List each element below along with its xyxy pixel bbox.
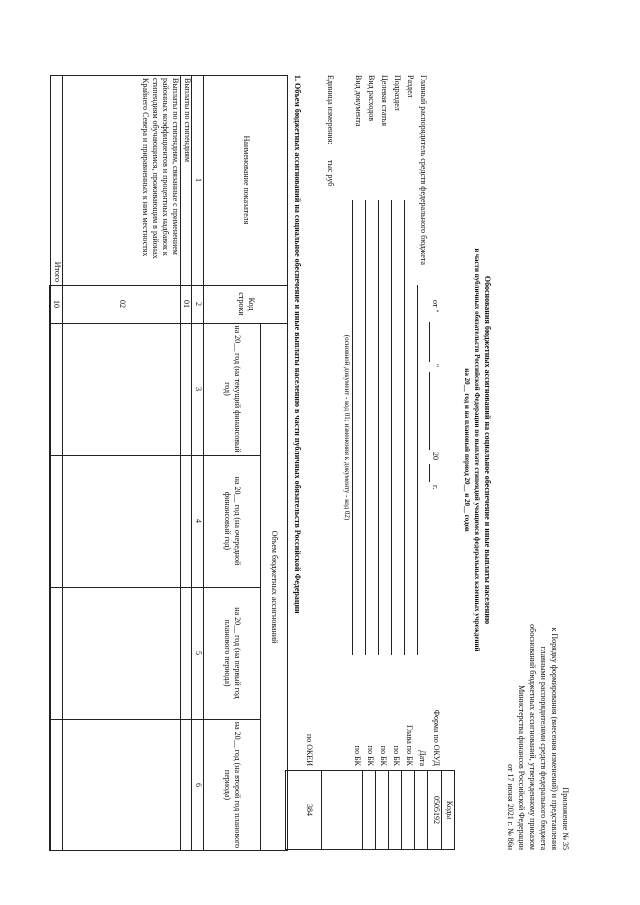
- total-label: Итого: [53, 261, 62, 282]
- row-code: 02: [118, 300, 127, 308]
- doc-type-label: Вид документа: [354, 75, 363, 127]
- appendix-line-3: главными распорядителями средств федерального бюджета: [539, 646, 548, 850]
- row-name-stipends-coefficients: Выплаты по стипендиям, связанные с применением районных коэффициентов и процентных надбавок к стипендиям обучающимся, проживающим в районах Крайнего Севера и приравненных к ним местностях: [141, 78, 180, 259]
- col-header-plan-year-1: на 20__ год (на первый год планового периода): [223, 607, 243, 699]
- col-header-next-year: на 20__ год (на очередной финансовый год): [223, 476, 243, 566]
- document-period: на 20__ год и на плановый период 20__ и 20__ годов: [463, 368, 471, 532]
- col-header-plan-year-2: на 20__ год (на второй год планового периода): [223, 721, 243, 849]
- appendix-line-2: к Порядку формирования (внесения изменений) и представления: [550, 627, 559, 850]
- chief-label: Главный распорядитель средств федерального бюджета: [419, 75, 428, 265]
- okud-value: 0505192: [432, 796, 441, 824]
- date-year: 20: [431, 452, 440, 460]
- doc-type-hint: (основной документ - код 01; изменения к документу - код 02): [343, 334, 351, 521]
- row-name-stipends: Выплаты по стипендиям: [183, 78, 192, 163]
- col-header-code: Код строки: [237, 292, 256, 316]
- okud-label: Форма по ОКУД: [432, 709, 441, 766]
- col-number: 4: [194, 519, 203, 523]
- appendix-line-4: обоснований бюджетных ассигнований, утвержденному приказом: [528, 624, 537, 850]
- col-number: 1: [194, 178, 203, 182]
- okei-label: по ОКЕИ: [305, 733, 314, 766]
- row-code: 01: [182, 300, 192, 308]
- appendix-date: от 17 июня 2021 г. № 86н: [506, 764, 515, 850]
- date-label: Дата: [418, 750, 427, 766]
- bk-expense-label: по БК: [353, 745, 362, 766]
- document-title: Обоснования бюджетных ассигнований на социальное обеспечение и иные выплаты населению: [483, 275, 492, 625]
- codes-header: Коды: [445, 800, 454, 820]
- unit-value: тыс руб: [326, 160, 335, 187]
- col-number: 2: [194, 302, 203, 306]
- date-quote: ": [431, 364, 440, 368]
- col-header-group: Объем бюджетных ассигнований: [270, 530, 280, 644]
- bk-subsection-label: по БК: [379, 745, 388, 766]
- appendix-number: Приложение № 35: [561, 787, 570, 850]
- bk-head-label: Глава по БК: [405, 725, 414, 766]
- col-number: 3: [194, 387, 203, 391]
- col-header-name: Наименование показателя: [242, 135, 251, 225]
- date-from: от ": [431, 300, 440, 313]
- date-suffix: г.: [431, 485, 440, 490]
- expense-type-label: Вид расходов: [367, 75, 376, 121]
- bk-section-label: по БК: [392, 745, 401, 766]
- col-number: 5: [194, 651, 203, 655]
- subsection-label: Подраздел: [393, 75, 402, 111]
- total-code: 10: [52, 300, 62, 308]
- bk-target-label: по БК: [366, 745, 375, 766]
- section-label: Раздел: [406, 75, 415, 98]
- col-header-current-year: на 20__ год (на текущий финансовый год): [223, 325, 243, 453]
- appendix-line-5: Министерства финансов Российской Федерации: [517, 685, 526, 850]
- section-heading: 1. Объем бюджетных ассигнований на социальное обеспечение и иные выплаты населению в части публичных обязательств Российской Федерации: [293, 75, 302, 614]
- col-number: 6: [194, 783, 203, 787]
- target-label: Целевая статья: [380, 75, 389, 127]
- okei-value: 384: [305, 804, 314, 816]
- document-subtitle: в части публичных обязательств Российской Федерации по выплате стипендий учащимся федеральных казенных учреждений: [473, 248, 481, 652]
- unit-label: Единица измерения:: [326, 75, 335, 145]
